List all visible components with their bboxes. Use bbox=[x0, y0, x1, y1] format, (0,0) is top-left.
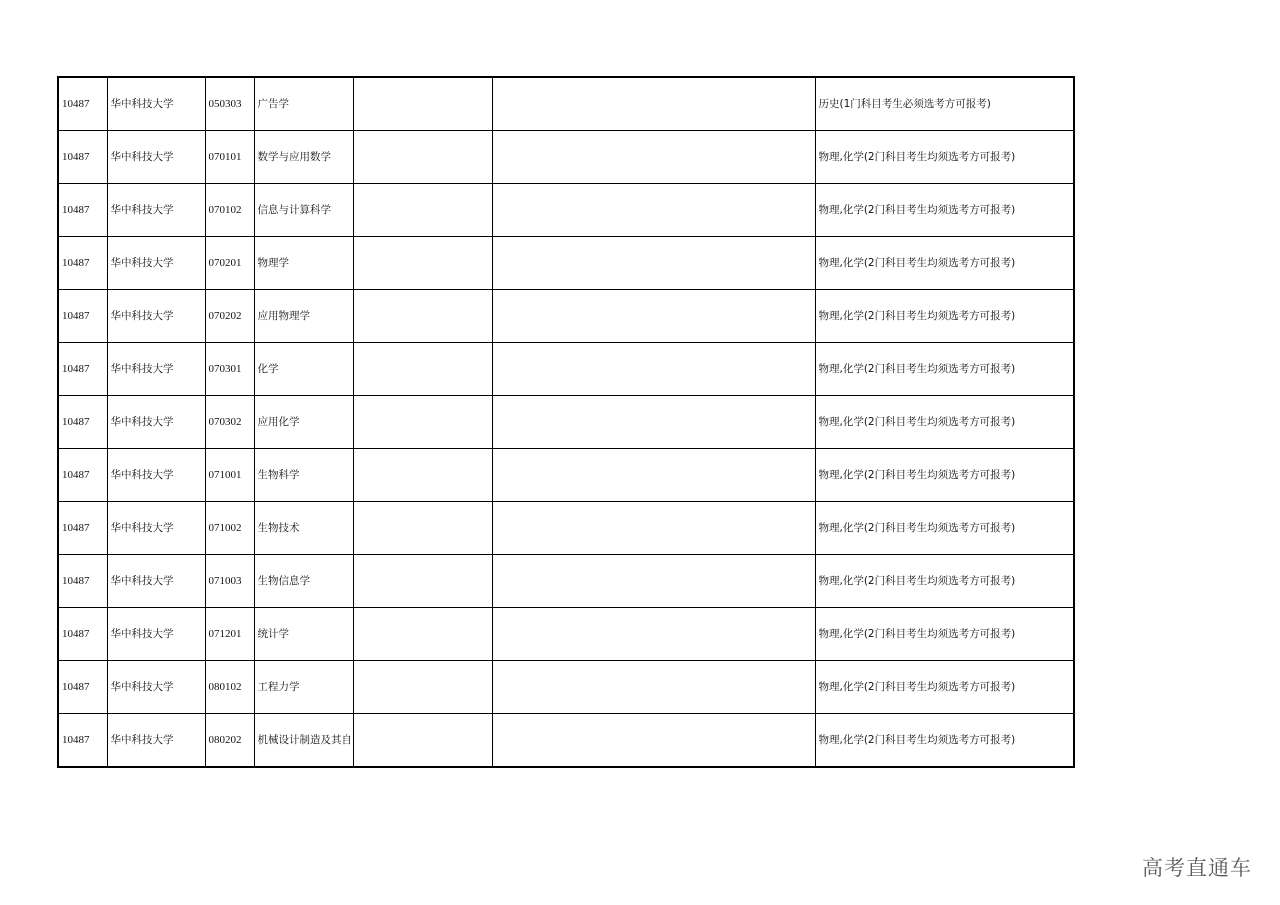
blank-cell bbox=[353, 237, 492, 290]
table-row bbox=[58, 77, 1074, 131]
subject-requirements-table bbox=[57, 76, 1075, 768]
school-name-cell: 华中科技大学 bbox=[107, 714, 205, 768]
blank-cell bbox=[492, 608, 815, 661]
subject-requirement-cell: 物理,化学(2门科目考生均须选考方可报考) bbox=[815, 290, 1074, 343]
major-code-cell: 071003 bbox=[205, 555, 254, 608]
blank-cell bbox=[492, 77, 815, 131]
blank-cell bbox=[492, 396, 815, 449]
major-name-cell: 应用物理学 bbox=[254, 290, 353, 343]
school-code-cell: 10487 bbox=[58, 77, 107, 131]
major-code-cell: 071002 bbox=[205, 502, 254, 555]
table-row bbox=[58, 502, 1074, 555]
blank-cell bbox=[492, 502, 815, 555]
major-name-cell: 信息与计算科学 bbox=[254, 184, 353, 237]
major-code-cell: 050303 bbox=[205, 77, 254, 131]
blank-cell bbox=[353, 290, 492, 343]
blank-cell bbox=[353, 502, 492, 555]
school-name-cell: 华中科技大学 bbox=[107, 449, 205, 502]
school-code-cell: 10487 bbox=[58, 449, 107, 502]
table-body bbox=[58, 77, 1074, 767]
table-row bbox=[58, 290, 1074, 343]
school-name-cell: 华中科技大学 bbox=[107, 502, 205, 555]
major-name-cell: 物理学 bbox=[254, 237, 353, 290]
school-code-cell: 10487 bbox=[58, 502, 107, 555]
blank-cell bbox=[492, 449, 815, 502]
subject-requirement-cell: 物理,化学(2门科目考生均须选考方可报考) bbox=[815, 502, 1074, 555]
blank-cell bbox=[492, 661, 815, 714]
school-name-cell: 华中科技大学 bbox=[107, 237, 205, 290]
school-code-cell: 10487 bbox=[58, 396, 107, 449]
major-name-cell: 数学与应用数学 bbox=[254, 131, 353, 184]
subject-requirement-cell: 物理,化学(2门科目考生均须选考方可报考) bbox=[815, 661, 1074, 714]
major-name-cell: 化学 bbox=[254, 343, 353, 396]
school-name-cell: 华中科技大学 bbox=[107, 290, 205, 343]
blank-cell bbox=[492, 555, 815, 608]
major-name-cell: 生物技术 bbox=[254, 502, 353, 555]
major-name-cell: 统计学 bbox=[254, 608, 353, 661]
major-code-cell: 070302 bbox=[205, 396, 254, 449]
blank-cell bbox=[492, 237, 815, 290]
blank-cell bbox=[353, 77, 492, 131]
subject-requirement-cell: 物理,化学(2门科目考生均须选考方可报考) bbox=[815, 714, 1074, 768]
blank-cell bbox=[353, 184, 492, 237]
blank-cell bbox=[492, 714, 815, 768]
blank-cell bbox=[353, 555, 492, 608]
school-name-cell: 华中科技大学 bbox=[107, 396, 205, 449]
table-row bbox=[58, 661, 1074, 714]
school-name-cell: 华中科技大学 bbox=[107, 77, 205, 131]
school-code-cell: 10487 bbox=[58, 661, 107, 714]
subject-requirement-cell: 历史(1门科目考生必须选考方可报考) bbox=[815, 77, 1074, 131]
major-code-cell: 080102 bbox=[205, 661, 254, 714]
subject-requirement-cell: 物理,化学(2门科目考生均须选考方可报考) bbox=[815, 131, 1074, 184]
school-code-cell: 10487 bbox=[58, 290, 107, 343]
school-name-cell: 华中科技大学 bbox=[107, 343, 205, 396]
major-name-cell: 工程力学 bbox=[254, 661, 353, 714]
subject-requirement-cell: 物理,化学(2门科目考生均须选考方可报考) bbox=[815, 343, 1074, 396]
blank-cell bbox=[492, 290, 815, 343]
subject-requirement-cell: 物理,化学(2门科目考生均须选考方可报考) bbox=[815, 396, 1074, 449]
school-name-cell: 华中科技大学 bbox=[107, 131, 205, 184]
blank-cell bbox=[353, 449, 492, 502]
watermark: 高考直通车 bbox=[1142, 856, 1252, 880]
table-row bbox=[58, 237, 1074, 290]
subject-requirement-cell: 物理,化学(2门科目考生均须选考方可报考) bbox=[815, 449, 1074, 502]
table-row bbox=[58, 131, 1074, 184]
major-name-cell: 机械设计制造及其自 bbox=[254, 714, 353, 768]
blank-cell bbox=[492, 184, 815, 237]
school-code-cell: 10487 bbox=[58, 131, 107, 184]
school-name-cell: 华中科技大学 bbox=[107, 555, 205, 608]
blank-cell bbox=[353, 714, 492, 768]
major-code-cell: 070102 bbox=[205, 184, 254, 237]
school-name-cell: 华中科技大学 bbox=[107, 184, 205, 237]
major-name-cell: 广告学 bbox=[254, 77, 353, 131]
table-row bbox=[58, 555, 1074, 608]
table-row bbox=[58, 184, 1074, 237]
table-row bbox=[58, 343, 1074, 396]
table-row bbox=[58, 449, 1074, 502]
subject-requirement-cell: 物理,化学(2门科目考生均须选考方可报考) bbox=[815, 608, 1074, 661]
blank-cell bbox=[353, 608, 492, 661]
school-name-cell: 华中科技大学 bbox=[107, 661, 205, 714]
major-code-cell: 070301 bbox=[205, 343, 254, 396]
major-code-cell: 071001 bbox=[205, 449, 254, 502]
major-code-cell: 070202 bbox=[205, 290, 254, 343]
major-code-cell: 080202 bbox=[205, 714, 254, 768]
major-name-cell: 生物科学 bbox=[254, 449, 353, 502]
major-name-cell: 应用化学 bbox=[254, 396, 353, 449]
school-code-cell: 10487 bbox=[58, 343, 107, 396]
school-name-cell: 华中科技大学 bbox=[107, 608, 205, 661]
subject-requirement-cell: 物理,化学(2门科目考生均须选考方可报考) bbox=[815, 184, 1074, 237]
major-code-cell: 070101 bbox=[205, 131, 254, 184]
subject-requirement-cell: 物理,化学(2门科目考生均须选考方可报考) bbox=[815, 237, 1074, 290]
school-code-cell: 10487 bbox=[58, 555, 107, 608]
table-row bbox=[58, 714, 1074, 768]
subject-requirement-cell: 物理,化学(2门科目考生均须选考方可报考) bbox=[815, 555, 1074, 608]
blank-cell bbox=[353, 661, 492, 714]
blank-cell bbox=[492, 131, 815, 184]
blank-cell bbox=[353, 396, 492, 449]
school-code-cell: 10487 bbox=[58, 237, 107, 290]
major-code-cell: 071201 bbox=[205, 608, 254, 661]
school-code-cell: 10487 bbox=[58, 714, 107, 768]
blank-cell bbox=[492, 343, 815, 396]
school-code-cell: 10487 bbox=[58, 184, 107, 237]
major-code-cell: 070201 bbox=[205, 237, 254, 290]
blank-cell bbox=[353, 343, 492, 396]
school-code-cell: 10487 bbox=[58, 608, 107, 661]
table-row bbox=[58, 396, 1074, 449]
major-name-cell: 生物信息学 bbox=[254, 555, 353, 608]
table-row bbox=[58, 608, 1074, 661]
blank-cell bbox=[353, 131, 492, 184]
